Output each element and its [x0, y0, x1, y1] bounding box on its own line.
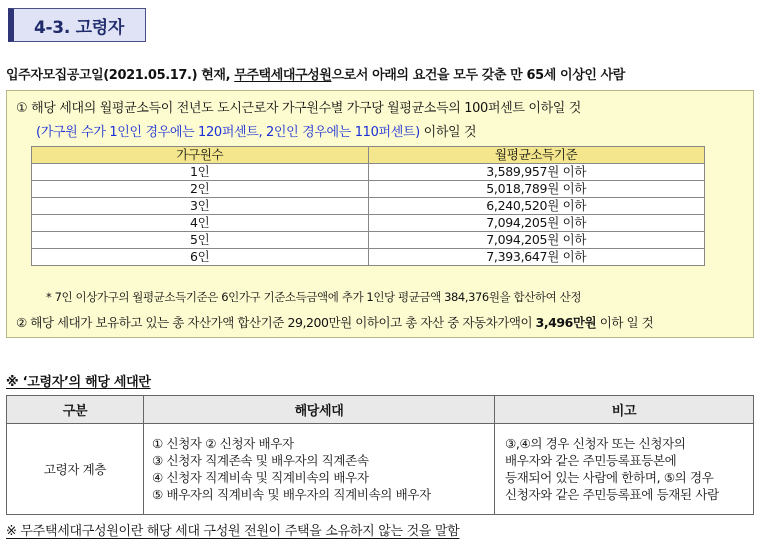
- household-members: 3인: [32, 198, 369, 215]
- heading-prefix: 입주자모집공고일(2021.05.17.) 현재,: [6, 68, 235, 83]
- header-income-standard: 월평균소득기준: [368, 147, 705, 164]
- asset-suffix: 이하 일 것: [596, 315, 654, 330]
- header-households: 해당세대: [144, 396, 495, 424]
- remark-line: 배우자와 같은 주민등록표등본에: [505, 453, 677, 468]
- remark-line: 등재되어 있는 사람에 한하며, ⑤의 경우: [505, 470, 714, 485]
- household-members: 6인: [32, 249, 369, 266]
- table-row: [32, 215, 705, 232]
- table-row: [32, 181, 705, 198]
- condition-asset-text: [16, 313, 653, 331]
- household-members: 5인: [32, 232, 369, 249]
- eligible-table-header: [7, 396, 754, 424]
- income-amount: 7,393,647원 이하: [368, 249, 705, 266]
- eligibility-heading: [6, 64, 625, 83]
- household-members-cell: [144, 424, 495, 515]
- income-table: [31, 146, 705, 266]
- list-item: ① 신청자 ② 신청자 배우자: [152, 436, 294, 451]
- income-amount: 7,094,205원 이하: [368, 232, 705, 249]
- heading-underlined: 무주택세대구성원: [234, 68, 332, 83]
- header-remarks: 비고: [495, 396, 754, 424]
- remarks-cell: [495, 424, 754, 515]
- income-amount: 3,589,957원 이하: [368, 164, 705, 181]
- income-amount: 7,094,205원 이하: [368, 215, 705, 232]
- table-row: [32, 249, 705, 266]
- income-amount: 5,018,789원 이하: [368, 181, 705, 198]
- category-cell: 고령자 계층: [7, 424, 144, 515]
- section-title: 4-3. 고령자: [34, 18, 124, 38]
- table-row: [32, 164, 705, 181]
- heading-suffix: 으로서 아래의 요건을 모두 갖춘 만 65세 이상인 사람: [331, 68, 625, 83]
- income-table-header: [32, 147, 705, 164]
- remark-line: 신청자와 같은 주민등록표에 등재된 사람: [505, 487, 719, 502]
- eligible-households-heading: ※ ‘고령자’의 해당 세대란: [6, 375, 151, 390]
- list-item: ④ 신청자 직계비속 및 직계비속의 배우자: [152, 470, 369, 485]
- income-footnote: * 7인 이상가구의 월평균소득기준은 6인가구 기준소득금액에 추가 1인당 평균금액 384,376원을 합산하여 산정: [46, 290, 582, 304]
- header-category: 구분: [7, 396, 144, 424]
- list-item: ⑤ 배우자의 직계비속 및 배우자의 직계비속의 배우자: [152, 487, 431, 502]
- remark-line: ③,④의 경우 신청자 또는 신청자의: [505, 436, 686, 451]
- household-members: 2인: [32, 181, 369, 198]
- table-row: [7, 424, 754, 515]
- household-members: 4인: [32, 215, 369, 232]
- footer-note: ※ 무주택세대구성원이란 해당 세대 구성원 전원이 주택을 소유하지 않는 것을 말함: [6, 524, 460, 539]
- eligible-households-table: [6, 395, 754, 515]
- condition-income-exception: [36, 121, 476, 140]
- household-members: 1인: [32, 164, 369, 181]
- income-amount: 6,240,520원 이하: [368, 198, 705, 215]
- income-exception-blue: (가구원 수가 1인인 경우에는 120퍼센트, 2인인 경우에는 110퍼센트): [36, 125, 420, 140]
- asset-text: ② 해당 세대가 보유하고 있는 총 자산가액 합산기준 29,200만원 이하이고 총 자산 중 자동차가액이: [16, 315, 536, 330]
- car-value-limit: 3,496만원: [535, 315, 597, 330]
- condition-income-text: ① 해당 세대의 월평균소득이 전년도 도시근로자 가구원수별 가구당 월평균소득의 100퍼센트 이하일 것: [16, 101, 581, 116]
- list-item: ③ 신청자 직계존속 및 배우자의 직계존속: [152, 453, 369, 468]
- income-exception-suffix: 이하일 것: [419, 125, 477, 140]
- table-row: [32, 198, 705, 215]
- table-row: [32, 232, 705, 249]
- header-household-members: 가구원수: [32, 147, 369, 164]
